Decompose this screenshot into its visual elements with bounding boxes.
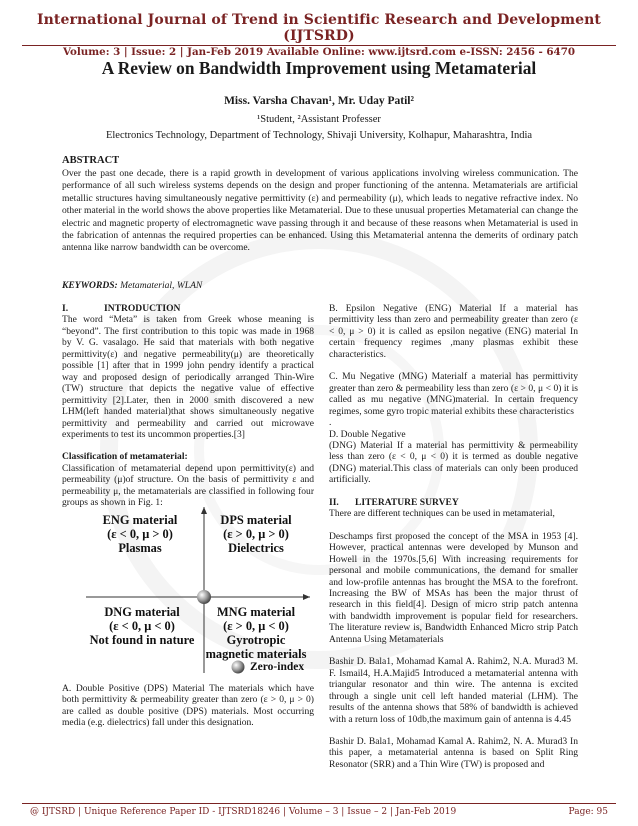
mng-description: C. Mu Negative (MNG) Materialf a material has permittivity greater than zero & permeability less than zero (ε > 0, μ < 0) it is called as mu negative (MNG)material. In certain frequency regimes, some gyro tropic material exhibits these characteristics xyxy=(329,371,578,417)
page-number: Page: 95 xyxy=(568,807,608,817)
dps-quadrant xyxy=(200,513,312,555)
horizontal-axis-arrow xyxy=(303,594,310,600)
dps-title: DPS material xyxy=(220,513,292,527)
classification-heading: Classification of metamaterial: xyxy=(62,451,188,463)
dps-example: Dielectrics xyxy=(228,541,284,555)
keywords-value: Metamaterial, WLAN xyxy=(120,280,203,291)
dng-condition: (ε < 0, μ < 0) xyxy=(109,619,175,633)
eng-quadrant xyxy=(84,513,196,555)
dps-condition: (ε > 0, μ > 0) xyxy=(223,527,289,541)
eng-example: Plasmas xyxy=(118,541,162,555)
literature-paragraph-3: Bashir D. Bala1, Mohamad Kamal A. Rahim2, N. A. Murad3 In this paper, a metamaterial antenna is based on Split Ring Resonator (SRR) and a Thin Wire (TW) is proposed and xyxy=(329,735,578,770)
stray-dot: . xyxy=(329,417,332,429)
introduction-paragraph: The word “Meta” is taken from Greek whose meaning is “beyond”. The first contribution to this topic was made in 1968 by V. G. vasalago. He said that materials with both negative permittivity(ε) and negative permeability(μ) are theoretically possible [1] after that in 1999 john pendry identify a practical way and proposed design of periodically arranged Thin-Wire (TW) structure that depicts the negative value of effective permittivity [2].Later, then in 2000 smith discovered a new LHM(left handed material)that shows simultaneously negative permittivity and permeability and carried out microwave experiments to test its uncommon properties.[3] xyxy=(62,314,314,440)
keywords-label: KEYWORDS: xyxy=(62,280,118,291)
abstract-heading: ABSTRACT xyxy=(62,155,120,166)
paper-title: A Review on Bandwidth Improvement using Metamaterial xyxy=(101,58,537,78)
paper-authors: Miss. Varsha Chavan¹, Mr. Uday Patil² xyxy=(224,95,414,107)
metamaterial-classification-figure xyxy=(84,505,312,675)
section-title: INTRODUCTION xyxy=(104,303,181,314)
dng-heading: D. Double Negative xyxy=(329,428,406,440)
right-column xyxy=(329,303,578,781)
section-number: I. xyxy=(62,303,69,314)
journal-volume-line: Volume: 3 | Issue: 2 | Jan-Feb 2019 Available Online: www.ijtsrd.com e-ISSN: 2456 - 6470 xyxy=(62,46,576,58)
header-divider xyxy=(22,45,616,46)
section-title: LITERATURE SURVEY xyxy=(355,496,459,508)
author-affiliation: Electronics Technology, Department of Technology, Shivaji University, Kolhapur, Maharashtra, India xyxy=(105,130,533,141)
journal-header xyxy=(0,12,638,58)
left-column xyxy=(62,303,314,520)
mng-condition: (ε > 0, μ < 0) xyxy=(223,619,289,633)
zero-index-label: Zero-index xyxy=(250,661,305,673)
literature-paragraph-2: Bashir D. Bala1, Mohamad Kamal A. Rahim2, N.A. Murad3 M. F. Ismail4, H.A.Majid5 Introduced a metamaterial antenna with triangular resonator and thin wire. The antenna is excited through a single unit cell left handed material (LHM). The results of the antenna shows that 58% of bandwidth is achieved with a return loss of 10db,the maximum gain of antenna is 4.45 xyxy=(329,656,578,725)
dng-example: Not found in nature xyxy=(89,633,195,647)
abstract-text: Over the past one decade, there is a rapid growth in development of various applications involving wireless communication. The performance of all such wireless systems depends on the design and proper functioning of the antenna. Metamaterials are artificial metallic structures having simultaneously negative permittivity (ε) and permeability (μ), which leads to negative refractive index. No other material in the world shows the above properties like Metamaterial. Due to these unusual properties Metamaterial can change the electric and magnetic property of electromagnetic wave passing through it and because of these reasons when Metamaterial is used in the fabrication of antennas the required properties can be enhanced. Using this Metamaterial antenna the demerits of ordinary patch antenna like narrow bandwidth can be overcome. xyxy=(62,168,578,254)
eng-title: ENG material xyxy=(102,513,178,527)
keywords-line xyxy=(62,280,578,291)
mng-quadrant xyxy=(200,605,312,661)
mng-example-line1: Gyrotropic xyxy=(226,633,286,647)
literature-intro: There are different techniques can be used in metamaterial, xyxy=(329,508,555,520)
dng-description: (DNG) Material If a material has permittivity & permeability less than zero (ε < 0, μ < 0) it is termed as double negative (DNG) material.This class of materials can only been produced artificially. xyxy=(329,439,578,486)
footer-reference: @ IJTSRD | Unique Reference Paper ID - IJTSRD18246 | Volume – 3 | Issue – 2 | Jan-Feb 2019 xyxy=(30,807,457,817)
zero-index-marker xyxy=(232,661,245,674)
eng-condition: (ε < 0, μ > 0) xyxy=(107,527,173,541)
dps-description: A. Double Positive (DPS) Material The materials which have both permittivity & permeability greater than zero (ε > 0, μ > 0) are called as double positive (DPS) materials. Most occurring media (e.g. dielectrics) fall under this designation. xyxy=(62,683,314,729)
literature-paragraph-1: Deschamps first proposed the concept of the MSA in 1953 [4]. However, practical antennas were developed by Munson and Howell in the 1970s.[5,6] With increasing requirements for personal and mobile communications, the demand for smaller and low-profile antennas has brought the MSA to the forefront. Increasing the BW of MSAs has been the major thrust of research in this field[4]. Design of micro strip patch antenna with bandwidth improvement is popular field for researchers. The literature review is, Bandwidth Enhanced Micro strip Patch Antenna Using Metamaterials xyxy=(329,530,578,645)
mng-example-line2: magnetic materials xyxy=(205,647,307,661)
section-literature-heading xyxy=(329,497,578,508)
dng-quadrant xyxy=(84,605,200,647)
classification-paragraph: Classification of metamaterial depend upon permittivity(ε) and permeability (μ)of structure. On the basis of permittivity ε and permeability μ, the metamaterials are classified in following four groups as shown in Fig. 1: xyxy=(62,462,314,509)
mng-title: MNG material xyxy=(216,605,296,619)
journal-title: International Journal of Trend in Scientific Research and Development (IJTSRD) xyxy=(36,12,601,44)
section-introduction-heading xyxy=(62,303,314,314)
section-number: II. xyxy=(329,496,339,508)
author-roles: ¹Student, ²Assistant Professer xyxy=(257,114,381,125)
origin-marker xyxy=(197,590,211,604)
footer-divider xyxy=(22,803,616,804)
eng-description: B. Epsilon Negative (ENG) Material If a material has permittivity less than zero and permeability greater than zero (ε < 0, μ > 0) it is called as epsilon negative (ENG) material In certain frequency regimes ,many plasmas exhibit these characteristics. xyxy=(329,303,578,360)
dng-title: DNG material xyxy=(104,605,180,619)
